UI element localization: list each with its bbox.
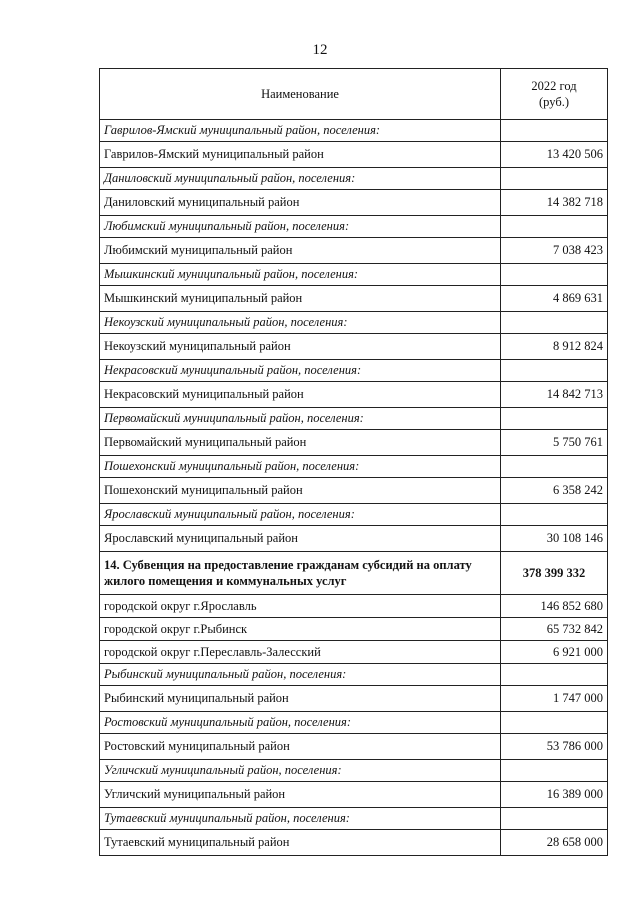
row-name: Рыбинский муниципальный район [100,686,501,712]
section-total-row [100,552,608,595]
row-name: 14. Субвенция на предоставление гражданам субсидий на оплату жилого помещения и коммунальных услуг [100,552,501,595]
group-heading-row [100,664,608,686]
table-row [100,618,608,641]
row-value [501,808,608,830]
table-row [100,526,608,552]
row-name: Некоузский муниципальный район [100,334,501,360]
row-value [501,664,608,686]
table-row [100,734,608,760]
table-row [100,641,608,664]
row-name: Ростовский муниципальный район [100,734,501,760]
row-value: 16 389 000 [501,782,608,808]
row-value: 6 358 242 [501,478,608,504]
row-name: Тутаевский муниципальный район, поселения: [100,808,501,830]
row-value: 53 786 000 [501,734,608,760]
page-number: 12 [312,42,328,58]
group-heading-row [100,456,608,478]
row-name: Тутаевский муниципальный район [100,830,501,856]
row-name: Даниловский муниципальный район, поселения: [100,168,501,190]
group-heading-row [100,120,608,142]
group-heading-row [100,168,608,190]
row-value: 4 869 631 [501,286,608,312]
row-value: 13 420 506 [501,142,608,168]
row-name: Первомайский муниципальный район, поселения: [100,408,501,430]
row-value [501,760,608,782]
row-value: 28 658 000 [501,830,608,856]
row-name: Ростовский муниципальный район, поселения: [100,712,501,734]
row-value [501,264,608,286]
row-value: 65 732 842 [501,618,608,641]
row-name: Некрасовский муниципальный район [100,382,501,408]
row-name: Гаврилов-Ямский муниципальный район [100,142,501,168]
row-name: Некоузский муниципальный район, поселения: [100,312,501,334]
row-value: 146 852 680 [501,595,608,618]
row-value: 378 399 332 [501,552,608,595]
table-row [100,595,608,618]
table-row [100,190,608,216]
row-value: 7 038 423 [501,238,608,264]
row-value [501,712,608,734]
row-name: Ярославский муниципальный район, поселения: [100,504,501,526]
row-value [501,456,608,478]
row-value: 1 747 000 [501,686,608,712]
table-header-row [100,69,608,120]
row-name: Пошехонский муниципальный район, поселения: [100,456,501,478]
row-name: Первомайский муниципальный район [100,430,501,456]
table-row [100,238,608,264]
group-heading-row [100,216,608,238]
row-name: Даниловский муниципальный район [100,190,501,216]
row-value: 8 912 824 [501,334,608,360]
table-body [100,120,608,856]
row-value [501,120,608,142]
row-value: 6 921 000 [501,641,608,664]
row-value: 30 108 146 [501,526,608,552]
column-header-value [501,69,608,120]
group-heading-row [100,808,608,830]
row-name: Пошехонский муниципальный район [100,478,501,504]
table-row [100,142,608,168]
row-name: Любимский муниципальный район, поселения: [100,216,501,238]
group-heading-row [100,312,608,334]
row-value: 14 382 718 [501,190,608,216]
row-value [501,312,608,334]
row-value [501,360,608,382]
row-value: 5 750 761 [501,430,608,456]
table-row [100,334,608,360]
table-row [100,478,608,504]
row-name: Угличский муниципальный район, поселения: [100,760,501,782]
row-name: Угличский муниципальный район [100,782,501,808]
row-value [501,168,608,190]
column-header-name: Наименование [100,69,501,120]
row-name: городской округ г.Ярославль [100,595,501,618]
group-heading-row [100,504,608,526]
row-value [501,216,608,238]
row-value: 14 842 713 [501,382,608,408]
row-name: Мышкинский муниципальный район [100,286,501,312]
row-name: Ярославский муниципальный район [100,526,501,552]
row-value [501,504,608,526]
column-header-year: 2022 год [531,79,577,93]
row-name: городской округ г.Рыбинск [100,618,501,641]
group-heading-row [100,360,608,382]
table-row [100,686,608,712]
row-name: Любимский муниципальный район [100,238,501,264]
table-row [100,286,608,312]
group-heading-row [100,408,608,430]
row-name: Мышкинский муниципальный район, поселения: [100,264,501,286]
table-row [100,430,608,456]
column-header-unit: (руб.) [539,95,569,109]
table-row [100,382,608,408]
table-row [100,830,608,856]
row-name: Гаврилов-Ямский муниципальный район, поселения: [100,120,501,142]
row-name: Рыбинский муниципальный район, поселения: [100,664,501,686]
group-heading-row [100,760,608,782]
table-row [100,782,608,808]
group-heading-row [100,712,608,734]
row-name: городской округ г.Переславль-Залесский [100,641,501,664]
group-heading-row [100,264,608,286]
row-value [501,408,608,430]
row-name: Некрасовский муниципальный район, поселения: [100,360,501,382]
budget-table [99,68,608,856]
